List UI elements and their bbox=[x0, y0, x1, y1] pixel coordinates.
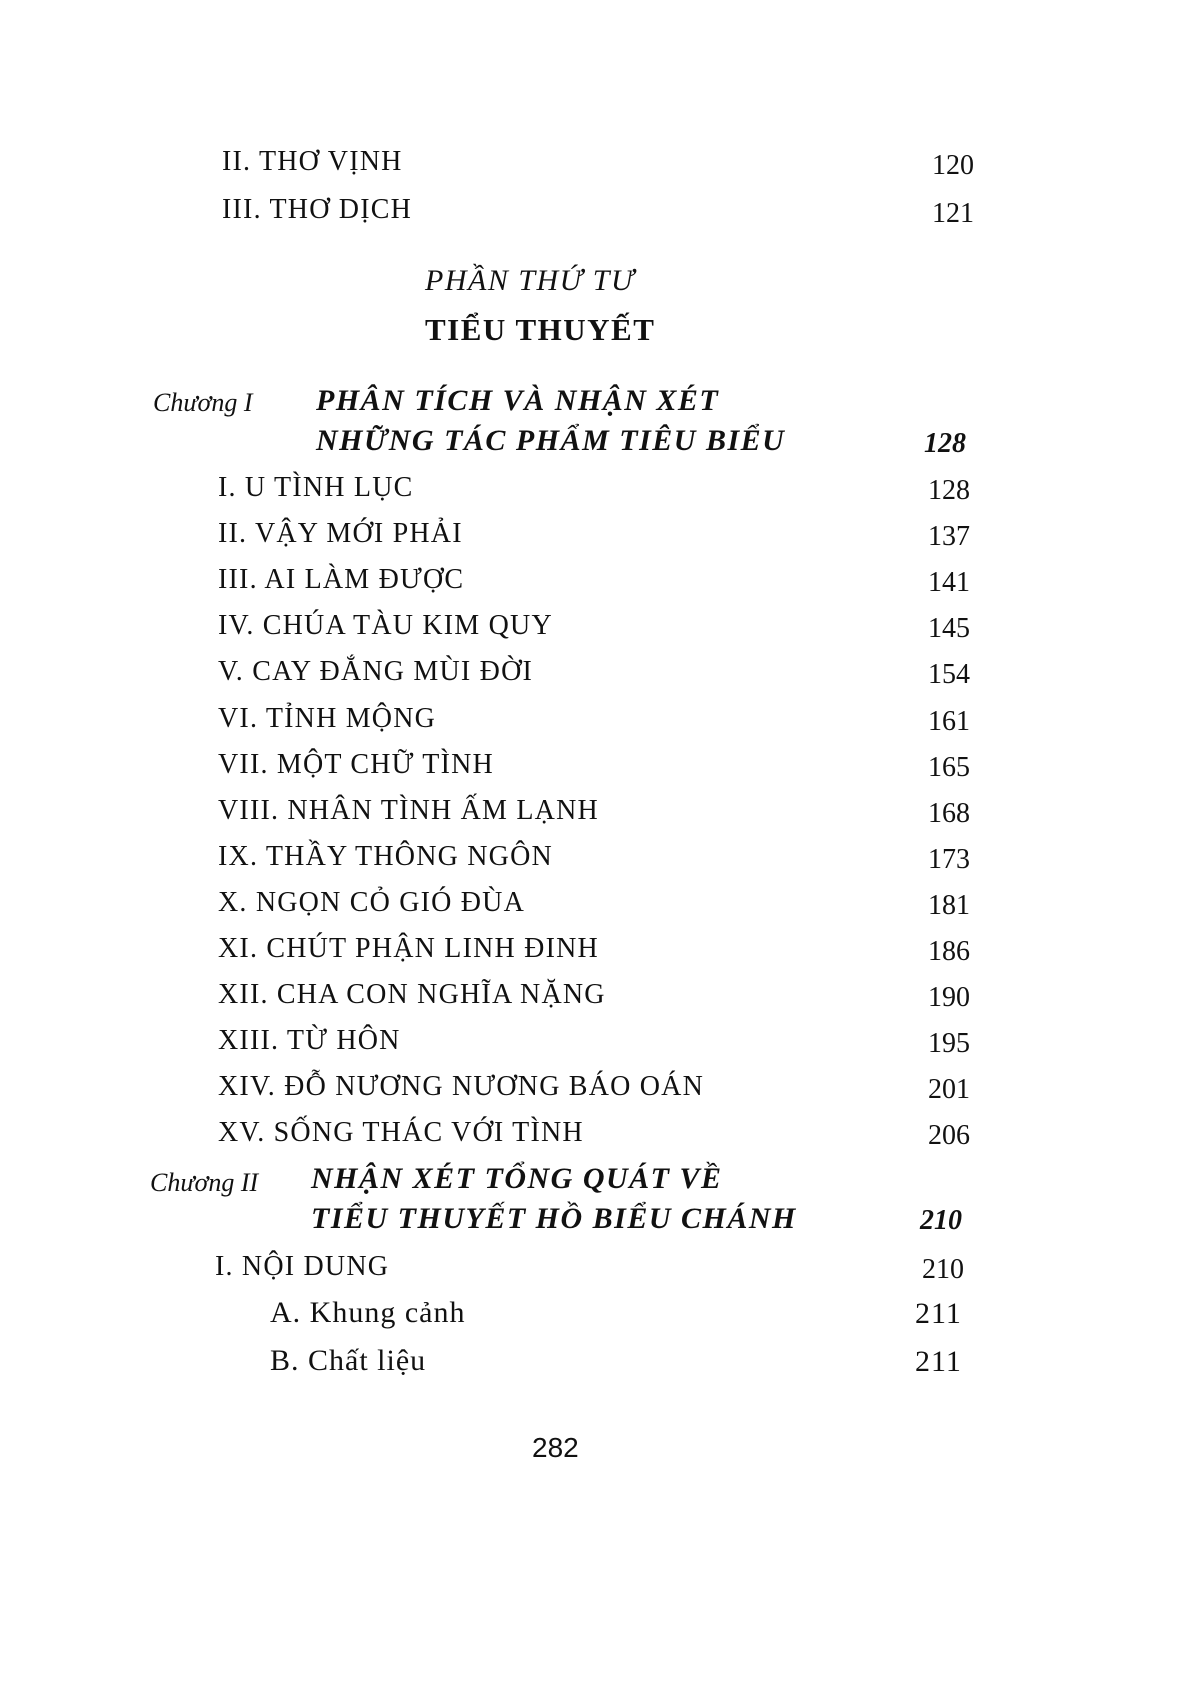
toc-entry[interactable] bbox=[218, 703, 436, 735]
chapter-page: 128 bbox=[924, 428, 966, 459]
toc-entry-label: X. NGỌN CỎ GIÓ ĐÙA bbox=[218, 886, 526, 918]
toc-entry-page: 161 bbox=[928, 705, 970, 737]
toc-entry-label: III. THƠ DỊCH bbox=[222, 194, 413, 225]
chapter-page: 210 bbox=[920, 1205, 962, 1236]
toc-entry-label: VII. MỘT CHỮ TÌNH bbox=[218, 748, 494, 780]
toc-entry-page: 137 bbox=[928, 521, 970, 553]
toc-entry[interactable] bbox=[218, 841, 553, 873]
toc-entry-page: 195 bbox=[928, 1028, 970, 1060]
toc-entry-page: 206 bbox=[928, 1120, 970, 1152]
toc-entry[interactable] bbox=[222, 194, 412, 226]
toc-entry-label: XI. CHÚT PHẬN LINH ĐINH bbox=[218, 933, 599, 964]
toc-entry-page: 145 bbox=[928, 613, 970, 645]
toc-entry-page: 141 bbox=[928, 567, 970, 599]
toc-entry-page: 181 bbox=[928, 889, 970, 921]
toc-entry-page: 120 bbox=[932, 150, 974, 181]
toc-entry-label: VI. TỈNH MỘNG bbox=[218, 702, 437, 734]
part-title: TIỂU THUYẾT bbox=[425, 312, 656, 347]
chapter-title: NHẬN XÉT TỔNG QUÁT VỀ bbox=[311, 1162, 723, 1195]
toc-entry-page: 210 bbox=[922, 1254, 964, 1285]
toc-entry[interactable] bbox=[215, 1251, 389, 1283]
toc-entry-page: 154 bbox=[928, 659, 970, 691]
toc-entry[interactable] bbox=[218, 887, 525, 919]
toc-entry-label: IV. CHÚA TÀU KIM QUY bbox=[218, 610, 553, 642]
toc-entry[interactable] bbox=[218, 933, 599, 965]
toc-subentry[interactable] bbox=[270, 1344, 426, 1378]
toc-entry[interactable] bbox=[218, 1117, 584, 1149]
toc-entry-page: 190 bbox=[928, 982, 970, 1014]
chapter-label: Chương II bbox=[150, 1168, 259, 1197]
toc-entry-page: 201 bbox=[928, 1074, 970, 1106]
chapter-title: PHÂN TÍCH VÀ NHẬN XÉT bbox=[316, 384, 720, 417]
toc-entry-page: 173 bbox=[928, 843, 970, 875]
toc-entry-label: II. VẬY MỚI PHẢI bbox=[218, 518, 463, 550]
toc-entry[interactable] bbox=[222, 146, 403, 178]
toc-entry-label: I. NỘI DUNG bbox=[215, 1251, 390, 1282]
toc-entry-label: XIII. TỪ HÔN bbox=[218, 1025, 401, 1057]
toc-entry-page: 165 bbox=[928, 751, 970, 783]
toc-subentry-label: A. Khung cảnh bbox=[270, 1296, 466, 1329]
toc-entry[interactable] bbox=[218, 564, 464, 596]
toc-subentry-page: 211 bbox=[915, 1345, 962, 1378]
toc-entry-page: 186 bbox=[928, 936, 970, 967]
toc-subentry[interactable] bbox=[270, 1296, 465, 1330]
toc-entry-label: V. CAY ĐẮNG MÙI ĐỜI bbox=[218, 656, 534, 688]
toc-entry-label: XV. SỐNG THÁC VỚI TÌNH bbox=[218, 1117, 584, 1149]
toc-entry-label: III. AI LÀM ĐƯỢC bbox=[218, 564, 465, 596]
chapter-title: NHỮNG TÁC PHẨM TIÊU BIỂU bbox=[316, 424, 786, 457]
toc-entry[interactable] bbox=[218, 1025, 401, 1057]
chapter-label: Chương I bbox=[153, 388, 253, 417]
toc-entry-label: IX. THẦY THÔNG NGÔN bbox=[218, 840, 553, 872]
toc-entry-page: 121 bbox=[932, 198, 974, 229]
toc-entry-page: 168 bbox=[928, 797, 970, 829]
toc-entry-label: II. THƠ VỊNH bbox=[222, 146, 403, 177]
toc-entry[interactable] bbox=[218, 749, 494, 781]
toc-entry[interactable] bbox=[218, 979, 606, 1011]
toc-entry[interactable] bbox=[218, 1071, 704, 1103]
toc-entry[interactable] bbox=[218, 518, 463, 550]
toc-entry[interactable] bbox=[218, 795, 599, 827]
toc-entry-label: XIV. ĐỖ NƯƠNG NƯƠNG BÁO OÁN bbox=[218, 1071, 704, 1103]
toc-entry-label: XII. CHA CON NGHĨA NẶNG bbox=[218, 979, 606, 1011]
toc-subentry-page: 211 bbox=[915, 1297, 962, 1330]
toc-subentry-label: B. Chất liệu bbox=[270, 1344, 427, 1377]
part-label: PHẦN THỨ TƯ bbox=[425, 264, 636, 297]
page-number: 282 bbox=[532, 1432, 579, 1463]
toc-entry[interactable] bbox=[218, 656, 533, 688]
toc-entry[interactable] bbox=[218, 610, 553, 642]
toc-entry[interactable] bbox=[218, 472, 414, 504]
chapter-title: TIỂU THUYẾT HỒ BIỂU CHÁNH bbox=[311, 1202, 797, 1235]
toc-entry-label: VIII. NHÂN TÌNH ẤM LẠNH bbox=[218, 794, 599, 826]
toc-entry-label: I. U TÌNH LỤC bbox=[218, 472, 414, 503]
toc-entry-page: 128 bbox=[928, 475, 970, 506]
